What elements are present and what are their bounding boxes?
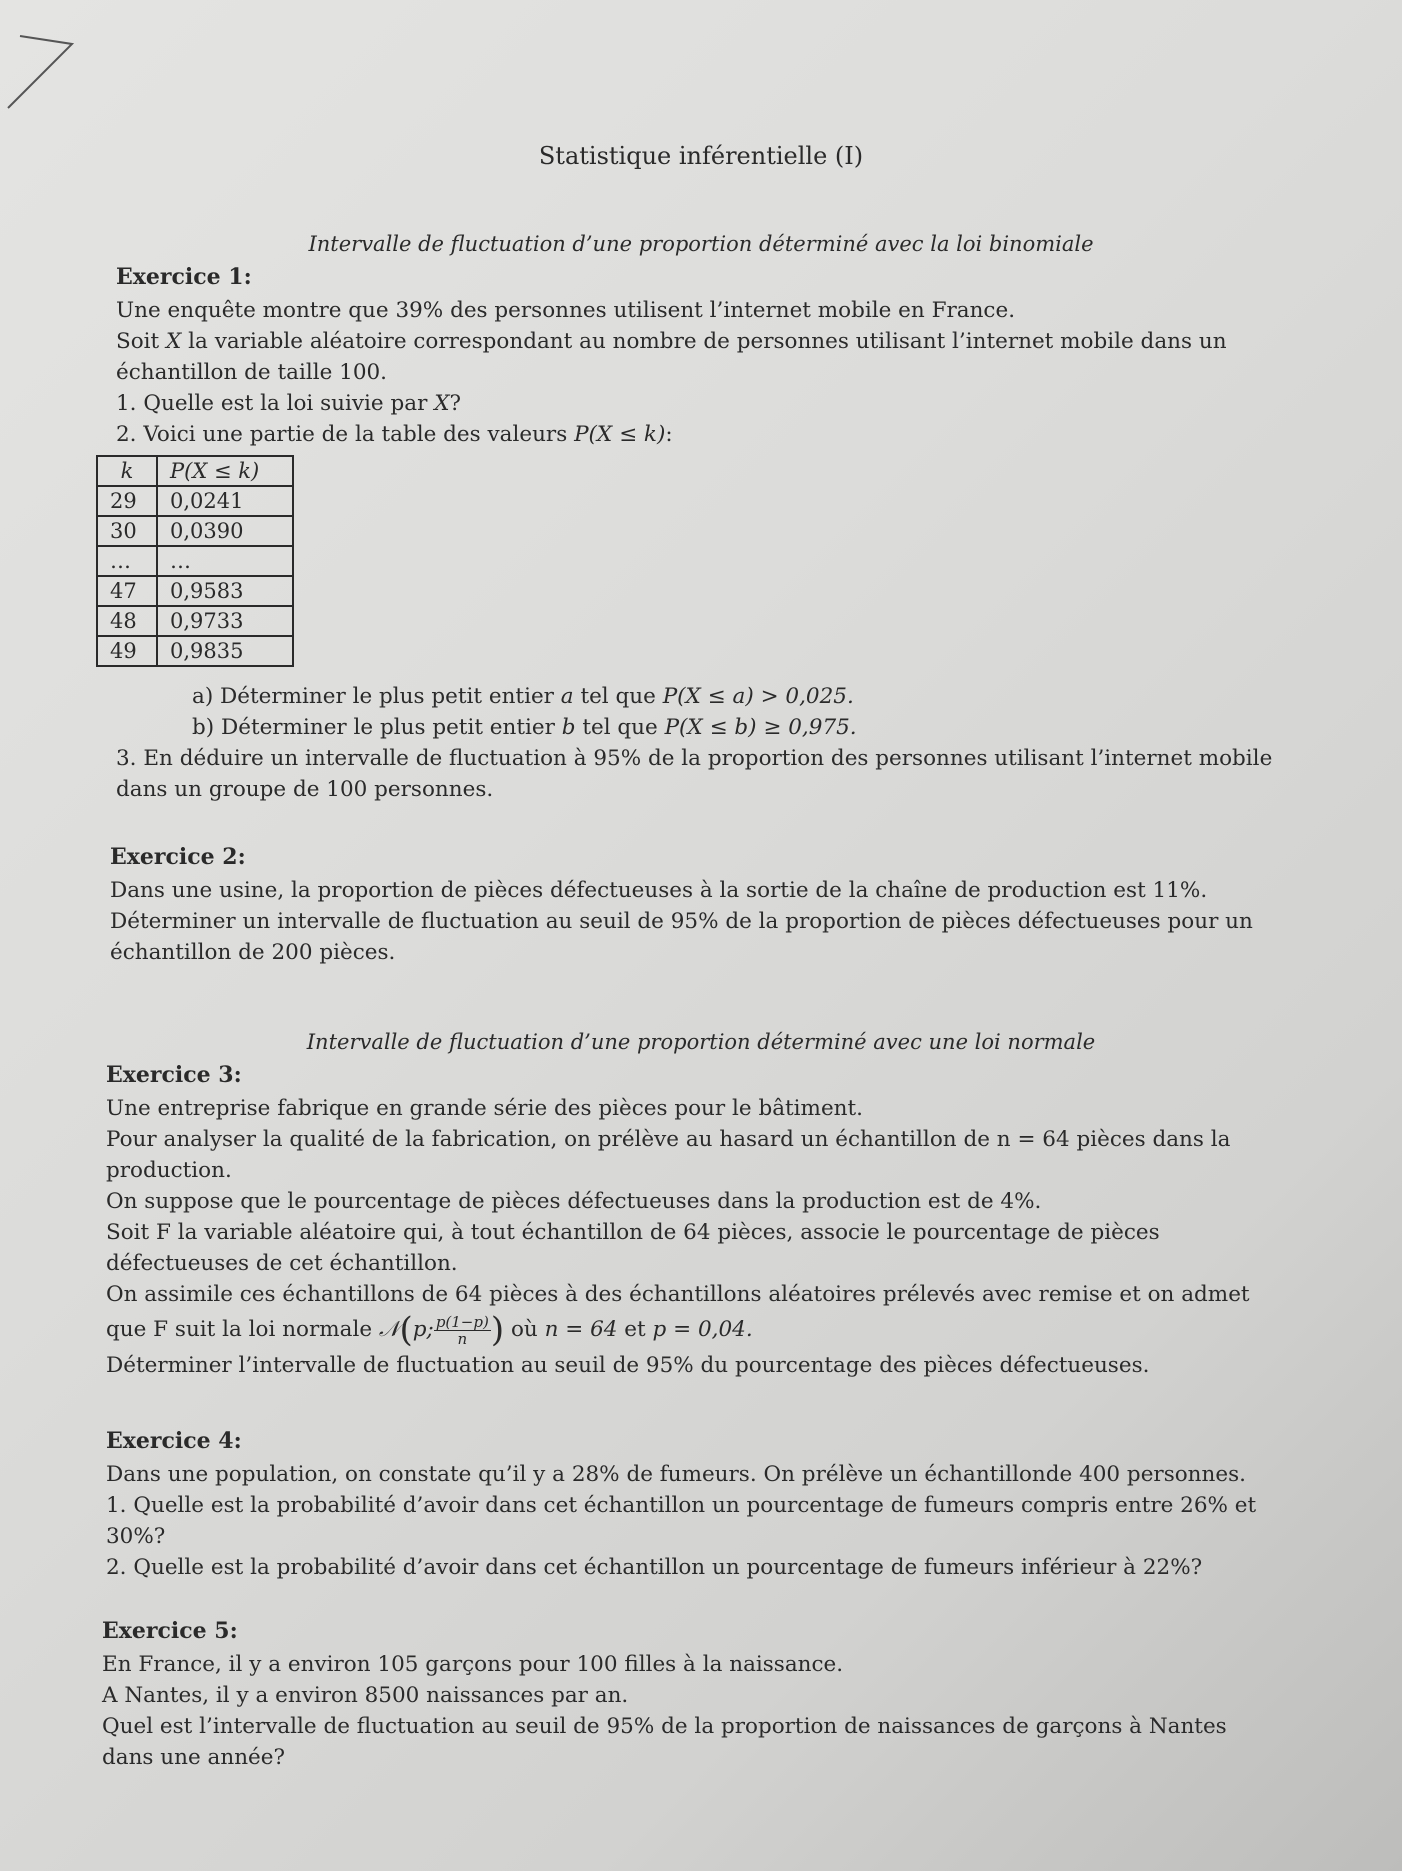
ex1-question-3-line-1: 3. En déduire un intervalle de fluctuation à 95% de la proportion des personnes utilisant l’internet mobile bbox=[116, 746, 1273, 771]
ex1-qb-b: tel que bbox=[575, 715, 665, 740]
ex1-qa-math: P(X ≤ a) > 0,025. bbox=[662, 684, 854, 709]
ex3-line-6: défectueuses de cet échantillon. bbox=[106, 1251, 458, 1276]
table-cell-k: … bbox=[97, 546, 157, 576]
ex3-line-1: Une entreprise fabrique en grande série des pièces pour le bâtiment. bbox=[106, 1096, 863, 1121]
fraction-denominator: n bbox=[457, 1329, 468, 1348]
fraction-numerator: p(1−p) bbox=[435, 1312, 489, 1331]
ex5-line-3: Quel est l’intervalle de fluctuation au seuil de 95% de la proportion de naissances de garçons à Nantes bbox=[102, 1714, 1227, 1739]
ex1-question-3-line-2: dans un groupe de 100 personnes. bbox=[116, 777, 494, 802]
exercise-4 bbox=[106, 1426, 1346, 1583]
ex1-qa-var: a bbox=[560, 684, 574, 709]
ex1-q1-b: ? bbox=[449, 391, 462, 416]
ex1-line-2 bbox=[116, 326, 1336, 357]
probability-table bbox=[96, 455, 294, 667]
ex1-line-3: échantillon de taille 100. bbox=[116, 360, 388, 385]
exercise-1-title: Exercice 1: bbox=[116, 264, 252, 290]
ex3-line-7: On assimile ces échantillons de 64 pièces à des échantillons aléatoires prélevés avec remise et on admet bbox=[106, 1282, 1250, 1307]
ex3-line-5: Soit F la variable aléatoire qui, à tout échantillon de 64 pièces, associe le pourcentage de pièces bbox=[106, 1220, 1160, 1245]
table-row bbox=[97, 636, 293, 666]
normal-law-symbol: 𝒩 bbox=[378, 1317, 400, 1342]
ex3-line-3: production. bbox=[106, 1158, 232, 1183]
ex2-line-3: échantillon de 200 pièces. bbox=[110, 940, 396, 965]
ex2-line-1: Dans une usine, la proportion de pièces défectueuses à la sortie de la chaîne de production est 11%. bbox=[110, 878, 1208, 903]
ex3-n-value: n = 64 bbox=[544, 1317, 618, 1342]
ex5-line-4: dans une année? bbox=[102, 1745, 286, 1770]
ex3-line-8-a: que F suit la loi normale bbox=[106, 1317, 379, 1342]
ex4-line-1: Dans une population, on constate qu’il y a 28% de fumeurs. On prélève un échantillonde 400 personnes. bbox=[106, 1462, 1246, 1487]
ex3-line-2: Pour analyser la qualité de la fabrication, on prélève au hasard un échantillon de n = 64 pièces dans la bbox=[106, 1127, 1231, 1152]
normal-law-mean: p; bbox=[412, 1317, 434, 1342]
ex3-line-8-c: et bbox=[617, 1317, 653, 1342]
table-cell-p: … bbox=[157, 546, 293, 576]
exercise-5-title: Exercice 5: bbox=[102, 1618, 238, 1644]
folded-corner-mark bbox=[0, 0, 120, 120]
ex1-q2-math: P(X ≤ k) bbox=[574, 422, 666, 447]
table-row bbox=[97, 516, 293, 546]
table-cell-k: 48 bbox=[97, 606, 157, 636]
exercise-3-title: Exercice 3: bbox=[106, 1062, 242, 1088]
paren-close: ) bbox=[490, 1310, 505, 1350]
paren-open: ( bbox=[399, 1310, 413, 1350]
table-header-p: P(X ≤ k) bbox=[157, 456, 293, 486]
table-cell-k: 29 bbox=[97, 486, 157, 516]
ex1-q1-a: 1. Quelle est la loi suivie par bbox=[116, 391, 435, 416]
ex5-line-2: A Nantes, il y a environ 8500 naissances par an. bbox=[102, 1683, 629, 1708]
ex3-line-8 bbox=[106, 1310, 1346, 1350]
ex1-var-x: X bbox=[166, 329, 182, 354]
table-header-row bbox=[97, 456, 293, 486]
ex2-line-2: Déterminer un intervalle de fluctuation au seuil de 95% de la proportion de pièces défectueuses pour un bbox=[110, 909, 1253, 934]
ex1-question-a bbox=[116, 681, 1336, 712]
table-cell-p: 0,0241 bbox=[157, 486, 293, 516]
exercise-3 bbox=[106, 1060, 1346, 1381]
exercise-4-title: Exercice 4: bbox=[106, 1428, 242, 1454]
ex1-question-b bbox=[116, 712, 1336, 743]
ex1-q1-var: X bbox=[434, 391, 450, 416]
table-cell-p: 0,9733 bbox=[157, 606, 293, 636]
ex1-line-2-b: la variable aléatoire correspondant au nombre de personnes utilisant l’internet mobile dans un bbox=[181, 329, 1227, 354]
ex1-line-1: Une enquête montre que 39% des personnes utilisent l’internet mobile en France. bbox=[116, 298, 1016, 323]
ex1-q2-b: : bbox=[665, 422, 673, 447]
ex4-line-4: 2. Quelle est la probabilité d’avoir dans cet échantillon un pourcentage de fumeurs inférieur à 22%? bbox=[106, 1555, 1203, 1580]
exercise-5 bbox=[102, 1616, 1342, 1773]
ex1-qb-var: b bbox=[561, 715, 576, 740]
document-title: Statistique inférentielle (I) bbox=[538, 142, 864, 170]
table-cell-k: 47 bbox=[97, 576, 157, 606]
table-row bbox=[97, 576, 293, 606]
ex1-qb-a: b) Déterminer le plus petit entier bbox=[192, 715, 562, 740]
ex1-question-2 bbox=[116, 419, 1336, 450]
table-cell-p: 0,0390 bbox=[157, 516, 293, 546]
table-row bbox=[97, 546, 293, 576]
ex1-line-2-a: Soit bbox=[116, 329, 167, 354]
exercise-1-continued bbox=[116, 681, 1336, 805]
ex1-question-1 bbox=[116, 388, 1336, 419]
table-cell-p: 0,9583 bbox=[157, 576, 293, 606]
ex1-qa-a: a) Déterminer le plus petit entier bbox=[192, 684, 561, 709]
ex3-line-4: On suppose que le pourcentage de pièces défectueuses dans la production est de 4%. bbox=[106, 1189, 1042, 1214]
table-cell-k: 49 bbox=[97, 636, 157, 666]
ex5-line-1: En France, il y a environ 105 garçons pour 100 filles à la naissance. bbox=[102, 1652, 844, 1677]
ex3-p-value: p = 0,04. bbox=[652, 1317, 753, 1342]
table-cell-k: 30 bbox=[97, 516, 157, 546]
ex3-line-8-b: où bbox=[504, 1317, 545, 1342]
exercise-1 bbox=[116, 262, 1336, 450]
exercise-2-title: Exercice 2: bbox=[110, 844, 246, 870]
ex4-line-3: 30%? bbox=[106, 1524, 166, 1549]
table-row bbox=[97, 486, 293, 516]
ex1-qb-math: P(X ≤ b) ≥ 0,975. bbox=[664, 715, 857, 740]
section-heading-binomial: Intervalle de fluctuation d’une proportion déterminé avec la loi binomiale bbox=[308, 232, 1094, 256]
ex4-line-2: 1. Quelle est la probabilité d’avoir dans cet échantillon un pourcentage de fumeurs compris entre 26% et bbox=[106, 1493, 1257, 1518]
exercise-2 bbox=[110, 842, 1340, 968]
ex1-q2-a: 2. Voici une partie de la table des valeurs bbox=[116, 422, 575, 447]
section-heading-normal: Intervalle de fluctuation d’une proportion déterminé avec une loi normale bbox=[306, 1030, 1096, 1054]
ex3-line-9: Déterminer l’intervalle de fluctuation au seuil de 95% du pourcentage des pièces défectueuses. bbox=[106, 1353, 1150, 1378]
ex1-qa-b: tel que bbox=[573, 684, 663, 709]
variance-fraction bbox=[434, 1314, 491, 1347]
table-row bbox=[97, 606, 293, 636]
table-cell-p: 0,9835 bbox=[157, 636, 293, 666]
table-header-k: k bbox=[97, 456, 157, 486]
